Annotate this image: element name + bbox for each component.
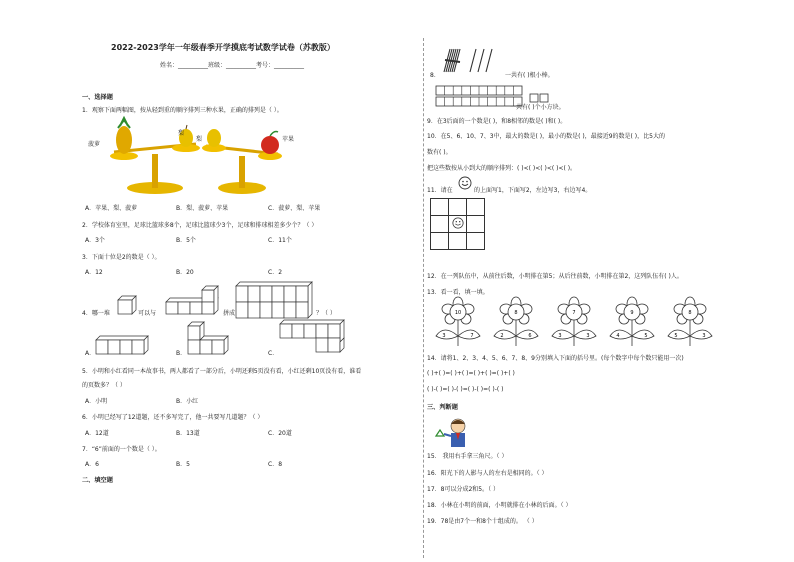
q14-addition-row: ( )+( )=( )+( )=( )+( )=( )+( ) <box>427 370 515 377</box>
q2-option-b[interactable]: B．5个 <box>176 237 196 244</box>
label-pineapple: 菠萝 <box>88 141 101 148</box>
q3-option-b[interactable]: B．20 <box>176 269 194 276</box>
label-pear-1: 梨 <box>178 130 185 137</box>
grid-cell[interactable] <box>431 199 449 216</box>
q4-option-c[interactable]: C． <box>268 350 279 357</box>
grid-cell[interactable] <box>467 199 485 216</box>
question-12: 12．在一列队伍中，从前往后数，小明排在第5；从后往前数，小明排在第2，这列队伍有( )人。 <box>427 273 683 280</box>
question-8-label: 8． <box>430 72 440 79</box>
flower-4-center: 9 <box>630 310 634 316</box>
question-10-line-2: 数有( )。 <box>427 149 452 156</box>
flower-2-center: 8 <box>514 310 518 316</box>
grid-cell[interactable] <box>431 233 449 250</box>
balance-scale-1-image <box>100 118 210 196</box>
question-5-line-2: 的页数多？（ ） <box>82 382 126 389</box>
q6-option-a[interactable]: A．12道 <box>85 430 109 437</box>
label-apple: 苹果 <box>282 136 295 143</box>
question-11-part-a: 11．请在 <box>427 187 453 194</box>
flower-1-right: 7 <box>470 333 474 339</box>
q1-option-b[interactable]: B．梨、菠萝、苹果 <box>176 205 229 212</box>
question-16: 16．阳光下的人影与人的左右是相同的。（ ） <box>427 470 548 477</box>
flower-1-center: 10 <box>454 310 462 316</box>
q2-option-c[interactable]: C．11个 <box>268 237 292 244</box>
question-4-part-b: 可以与 <box>138 310 157 317</box>
grid-cell[interactable] <box>449 199 467 216</box>
boy-with-triangle-image <box>434 416 474 450</box>
q5-option-b[interactable]: B．小红 <box>176 398 199 405</box>
flower-3-right: 3 <box>586 333 590 339</box>
flower-5-center: 8 <box>688 310 692 316</box>
q3-option-a[interactable]: A．12 <box>85 269 103 276</box>
question-7: 7．“6”前面的一个数是（ ）。 <box>82 446 161 453</box>
flower-4-left: 4 <box>616 333 620 339</box>
question-2: 2．学校体育室里，足球比篮球多8个，足球比篮球少3个，足球和排球相差多少个？（ ） <box>82 222 318 229</box>
section-choice-title: 一、选择题 <box>82 94 113 101</box>
question-9: 9．在3后面的一个数是( )，和8相邻的数是( )和( )。 <box>427 118 567 125</box>
question-14: 14．请将1、2、3、4、5、6、7、8、9分别填入下面的括号里。(每个数字中每个数只能用一次) <box>427 355 684 362</box>
question-10-line-1: 10．在5、6、10、7、3中，最大的数是( )，最小的数是( )，最接近9的数是( )，比5大的 <box>427 133 665 140</box>
q5-option-a[interactable]: A．小明 <box>85 398 108 405</box>
grid-cell[interactable] <box>467 233 485 250</box>
flower-5-right: 3 <box>702 333 706 339</box>
exam-title: 2022-2023学年一年级春季开学摸底考试数学试卷（苏教版） <box>111 43 335 52</box>
flower-3 <box>546 296 602 348</box>
sticks-bundle-image <box>440 46 496 76</box>
flower-3-left: 3 <box>558 333 562 339</box>
q4-option-b[interactable]: B． <box>176 350 187 357</box>
large-cuboid-image <box>234 280 316 320</box>
flower-4-right: 5 <box>644 333 648 339</box>
q3-option-c[interactable]: C．2 <box>268 269 283 276</box>
question-18: 18．小林在小明的前面，小明就排在小林的后面。（ ） <box>427 502 572 509</box>
flower-5 <box>662 296 718 348</box>
question-4-part-c: 拼成 <box>223 310 236 317</box>
flower-5-left: 5 <box>674 333 678 339</box>
single-cube-image <box>116 294 138 316</box>
q4-option-a-cubes <box>94 334 150 356</box>
l-shape-cubes-image <box>164 282 224 316</box>
flowers-row <box>430 296 720 348</box>
q2-option-a[interactable]: A．3个 <box>85 237 105 244</box>
question-11-part-b: 的上面写1，下面写2，左边写3，右边写4。 <box>474 187 592 194</box>
flower-1 <box>430 296 486 348</box>
question-17: 17．8可以分成2和5。（ ） <box>427 486 499 493</box>
question-10-line-3: 把这些数按从小到大的顺序排列：( )<( )<( )<( )<( )。 <box>427 165 577 172</box>
q6-option-b[interactable]: B．13道 <box>176 430 200 437</box>
section-judge-title: 三、判断题 <box>427 404 458 411</box>
question-3: 3．下面十位是2的数是（ ）。 <box>82 254 161 261</box>
balance-scale-2-image <box>198 122 288 196</box>
question-4-part-d: ？（ ） <box>316 310 336 317</box>
flower-3-center: 7 <box>572 310 576 316</box>
q4-option-b-cubes <box>186 320 234 356</box>
q4-option-a[interactable]: A． <box>85 350 96 357</box>
flower-2 <box>488 296 544 348</box>
question-6: 6．小明已经写了12道题，还不多写完了，他一共要写几道题？（ ） <box>82 414 264 421</box>
smiley-face-icon <box>452 217 464 229</box>
q4-option-c-cubes <box>278 318 348 356</box>
question-8-blocks: 一共有( )个小方块。 <box>510 104 565 111</box>
q7-option-b[interactable]: B．5 <box>176 461 190 468</box>
q7-option-a[interactable]: A．6 <box>85 461 99 468</box>
smiley-face-icon <box>458 176 472 190</box>
flower-1-left: 3 <box>442 333 446 339</box>
position-grid <box>430 198 485 250</box>
student-info-line: 姓名：__________班级：__________考号：__________ <box>160 62 305 69</box>
q1-option-c[interactable]: C．菠萝、梨、苹果 <box>268 205 321 212</box>
flower-4 <box>604 296 660 348</box>
label-pear-2: 梨 <box>196 136 203 143</box>
flower-2-right: 6 <box>528 333 532 339</box>
question-8-sticks: 一共有( )根小棒。 <box>505 72 554 79</box>
q7-option-c[interactable]: C．8 <box>268 461 283 468</box>
section-fill-title: 二、填空题 <box>82 477 113 484</box>
flower-2-left: 2 <box>500 333 504 339</box>
column-divider <box>423 38 424 558</box>
q14-subtraction-row: ( )-( )=( )-( )=( )-( )=( )-( ) <box>427 386 504 393</box>
question-5-line-1: 5．小明和小红看同一本故事书，两人都看了一部分后，小明还剩5页没有看，小红还剩10页没有看，谁看 <box>82 368 362 375</box>
q1-option-a[interactable]: A．苹果、梨、菠萝 <box>85 205 138 212</box>
question-19: 19．78是由7个一和8个十组成的。 （ ） <box>427 518 538 525</box>
question-13: 13．看一看，填一填。 <box>427 289 489 296</box>
q6-option-c[interactable]: C．20道 <box>268 430 292 437</box>
grid-cell[interactable] <box>431 216 449 233</box>
grid-cell[interactable] <box>449 233 467 250</box>
question-4-part-a: 4．哪一堆 <box>82 310 110 317</box>
question-15: 15． 我用右手拿三角尺。（ ） <box>427 453 508 460</box>
grid-cell-center <box>449 216 467 233</box>
grid-cell[interactable] <box>467 216 485 233</box>
question-1: 1．观察下面两幅图，按从轻到重的顺序排列三种水果，正确的排列是（ ）。 <box>82 107 283 114</box>
